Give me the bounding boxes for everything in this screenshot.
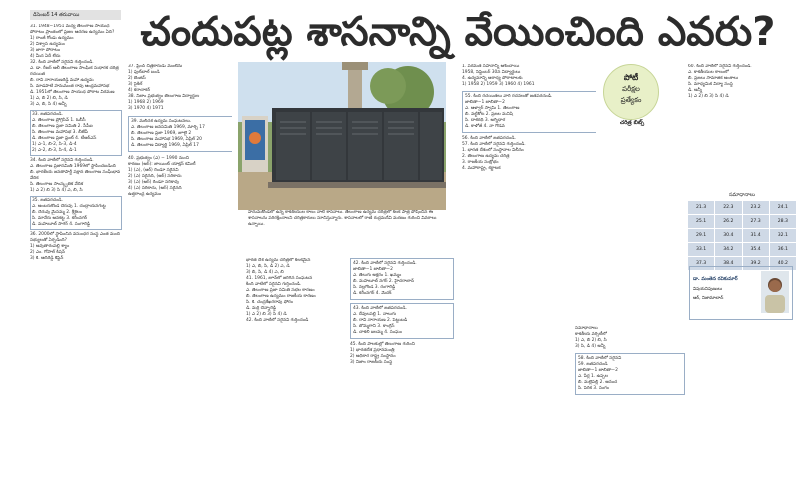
option-line: సి. బొమ్మగాని 3. కాంగ్రెస్ bbox=[353, 324, 395, 329]
option-line: డి. చాకలి ఐలమ్మ 4. సంఘం bbox=[353, 330, 402, 335]
option-line: 1) 1968 2) 1969 bbox=[128, 100, 164, 105]
option-line: 3) కె. ఆదిరెడ్డి కెప్టెన్ bbox=[30, 256, 64, 261]
author-place: ఆర్, నిజామాబాద్ bbox=[693, 296, 724, 301]
option-line: సి. తెలంగాణ సాంస్కృతిక వేదిక bbox=[30, 182, 84, 187]
column-2 bbox=[128, 64, 232, 494]
match-box bbox=[575, 353, 685, 395]
option-line: ఎ. తెలంగాణ ప్రోగ్రెసివ్ 1. ఓబీసీ bbox=[32, 118, 86, 123]
option-line: బి. వట్టికోట 2. ప్రజల మనిషి bbox=[465, 112, 514, 117]
option-line: 1) ఎ, బి 2) బి, సి, డి bbox=[30, 96, 68, 101]
page-headline: చందుపట్ల శాసనాన్ని వేయించింది ఎవరు? bbox=[140, 9, 776, 55]
column-7 bbox=[575, 326, 793, 494]
option-line: ఉత్తరాంధ్ర ఉద్యమం bbox=[128, 192, 162, 197]
column-1 bbox=[30, 24, 122, 494]
match-box bbox=[350, 258, 454, 300]
option-line: డి. మర్రి చెన్నారెడ్డి bbox=[246, 306, 277, 311]
answer-cell: 28.3 bbox=[769, 215, 796, 229]
option-line: 2) బెంజిస్ bbox=[128, 76, 146, 81]
option-line: 3) సైకిల్ bbox=[128, 82, 143, 87]
option-line: ఎ. తెలంగాణ జనసమితి 1969, మార్చి 17 bbox=[131, 125, 205, 130]
question-line: 55. కింది రచయితలు వారి రచనలతో జతపరచండి. bbox=[465, 94, 553, 99]
author-name: డా. మంతెన రవికుమార్ bbox=[693, 277, 738, 282]
option-line: సి. నల్లగొండ 3. రంగారెడ్డి bbox=[353, 285, 396, 290]
question-line: 60. కింది వాటిలో సరైనవి గుర్తించండి. bbox=[688, 64, 752, 69]
question-line: 32. కింది వాటిలో సరైనవి గుర్తించండి. bbox=[30, 60, 94, 65]
answer-cell: 21.3 bbox=[688, 201, 715, 215]
column-3 bbox=[246, 258, 346, 494]
option-line: 4. మహారాష్ట్ర, కర్ణాటక bbox=[462, 166, 501, 171]
logo-line-2: పరీక్షల bbox=[622, 85, 640, 93]
question-line: 45. కింది పాలకుల్లో తెలంగాణ గురించి bbox=[350, 342, 415, 347]
option-line: 2) అధికార రాష్ట్ర సంస్థానం bbox=[350, 354, 396, 359]
question-line: 35. జతపరచండి. bbox=[32, 198, 63, 203]
option-line: ఎ. పేర్ల 1. ఉప్పల bbox=[578, 374, 608, 379]
logo-line-3: ప్రత్యేకం bbox=[620, 96, 642, 104]
option-line: బి. ప్రజలు సామాజిక అంశాలు bbox=[688, 76, 739, 81]
option-line: బి. మహబూబ్ నగర్ 2. హైదరాబాద్ bbox=[353, 279, 415, 284]
option-line: 1) 1958 2) 1959 3) 1960 4) 1961 bbox=[462, 82, 535, 87]
option-line: 1) (ఎ), (ఆర్) రెండూ సరైనవి bbox=[128, 168, 179, 173]
option-line: డి. కరీంనగర్ 4. మెదక్ bbox=[353, 291, 392, 296]
table-row bbox=[688, 201, 797, 215]
option-line: 1) ఎ 2) బి 3) సి 4) ఎ, బి, సి bbox=[30, 188, 83, 193]
question-line: 41. 1961, జూన్‌లో జరిగిన సంఘటన bbox=[246, 276, 313, 281]
option-line: డి. తెలంగాణ ప్రజా ఫ్రంట్ 4. టీఆర్ఎస్ bbox=[32, 136, 97, 141]
question-line: 34. కింది వాటిలో సరైనవి గుర్తించండి. bbox=[30, 158, 94, 163]
option-line: 1958, సెప్టెంబర్ 30న విద్యార్థులు bbox=[462, 70, 521, 75]
option-line: 4. ఉద్యమాన్ని ఆరాధ్య పోరాటాలకు bbox=[462, 76, 523, 81]
answer-cell: 24.1 bbox=[769, 201, 796, 215]
author-box bbox=[689, 266, 793, 320]
question-line: 38. నిజాం ప్రభుత్వం తెలంగాణ విద్యార్థుల bbox=[128, 94, 200, 99]
option-line: 1) ఎ, బి 2) బి, సి bbox=[575, 338, 607, 343]
option-line: బి. తెలంగాణ ప్రజా 1969, జూలై 2 bbox=[131, 131, 192, 136]
option-line: డి. తెలంగాణ విద్యార్థి 1969, ఏప్రిల్ 17 bbox=[131, 143, 199, 148]
question-line: 33. జతపరచండి. bbox=[32, 112, 63, 117]
question-line: 58. కింది వాటిలో సరైనవి bbox=[578, 356, 622, 361]
table-row bbox=[688, 215, 797, 229]
avatar bbox=[761, 271, 789, 313]
match-box bbox=[462, 91, 596, 133]
question-line: 59. జతపరచండి bbox=[578, 362, 608, 367]
option-line: 1) అవుతారంపల్లి శ్యాం bbox=[30, 244, 70, 249]
column-6 bbox=[688, 64, 794, 190]
answer-cell: 35.4 bbox=[742, 243, 769, 257]
answer-cell: 29.1 bbox=[688, 229, 715, 243]
logo-line-1: పోటీ bbox=[623, 73, 639, 82]
answer-cell: 39.2 bbox=[742, 257, 769, 271]
answers-table bbox=[687, 192, 797, 271]
question-line: భారత దేశ ఉద్యమ చరిత్రలో కీలకమైన bbox=[246, 258, 311, 263]
option-line: 3) సి, డి 4) అన్నీ bbox=[575, 344, 606, 349]
option-line: 2) ఎ-2, బి-3, సి-4, డి-1 bbox=[32, 148, 77, 153]
inscription-photo bbox=[238, 62, 446, 210]
option-line: సి. పెరిక 3. సంగం bbox=[578, 386, 609, 391]
option-line: బి. మల్లెపల్లి 2. ఆనంద bbox=[578, 380, 618, 385]
answer-cell: 30.4 bbox=[715, 229, 742, 243]
option-line: బి. భారతీయ జనతాపార్టీ పక్షాన తెలంగాణ సంఘీభావ వేదిక bbox=[30, 170, 121, 181]
option-line: కాకతీయ వర్సిటీలో bbox=[575, 332, 607, 337]
option-line: 3) బి, సి, డి 4) ఎ, బి bbox=[246, 270, 284, 275]
option-line: 1) రాంజీ గోండు ఉద్యమం bbox=[30, 36, 74, 41]
answer-cell: 26.2 bbox=[715, 215, 742, 229]
match-box bbox=[128, 116, 232, 152]
option-line: కింది వాటిలో సరైనవి గుర్తించండి. bbox=[246, 282, 302, 287]
option-line: ఎ. తెలుగు అక్షరం 1. ఖమ్మం bbox=[353, 273, 402, 278]
option-line: 2) (ఎ) సరైనది, (ఆర్) సరికాదు bbox=[128, 174, 182, 179]
answer-cell: 23.2 bbox=[742, 201, 769, 215]
option-line: 4) మీద ఏదీ లేదు bbox=[30, 54, 61, 59]
option-line: సి. కె. చంద్రశేఖరరావు ఫోరం bbox=[246, 300, 294, 305]
option-line: 3) జాగా పోరాటం bbox=[30, 48, 61, 53]
option-line: కారణం (ఆర్): జాయింట్ యాక్షన్ కమిటీ bbox=[128, 162, 196, 167]
answer-cell: 22.3 bbox=[715, 201, 742, 215]
match-box bbox=[350, 303, 454, 339]
question-line: 1. పరమత సహనాన్ని ఆశించాయి bbox=[462, 64, 520, 69]
match-box bbox=[30, 196, 122, 230]
option-line: సి. మాడపాటి హనుమంత రావు ఆంధ్రమహాసభ bbox=[30, 84, 110, 89]
answer-cell: 34.2 bbox=[715, 243, 742, 257]
option-line: 4) కరాచాకర్ bbox=[128, 88, 151, 93]
option-line: ఎ. డా. రీజర్ అలీ తెలంగాణ సాంఘిక సుధారక చరిత్ర రచయిత bbox=[30, 66, 119, 77]
option-line: బి. రావి నారాయణరెడ్డి మహా ఉద్యమ bbox=[30, 78, 94, 83]
option-line: 1) ఎ-1, బి-2, సి-3, డి-4 bbox=[32, 142, 77, 147]
answer-cell: 31.4 bbox=[742, 229, 769, 243]
option-line: జాబితా−1 జాబితా−2 bbox=[353, 267, 393, 272]
option-line: సి. దాశరథి 3. అగ్నిధార bbox=[465, 118, 506, 123]
section-label: చరిత్ర బిట్స్ bbox=[619, 120, 645, 126]
question-line: 39. మలిదశ ఉద్యమ సంఘటనలు. bbox=[131, 119, 192, 124]
option-line: డి. మహబూబ్ సాగర్ 4. సంగారెడ్డి bbox=[32, 222, 91, 227]
option-line: 4) (ఎ) సరికాదు, (ఆర్) సరైనది bbox=[128, 186, 182, 191]
option-line: సి. మానేరు ఆనకట్ట 3. కరీంనగర్ bbox=[32, 216, 88, 221]
answers-title: సమాధానాలు bbox=[729, 192, 755, 198]
option-line: 2) ఎం. గోపాల్ కిషన్ bbox=[30, 250, 65, 255]
column-4 bbox=[350, 258, 454, 494]
answer-cell: 33.1 bbox=[688, 243, 715, 257]
question-line: సమాధానాలు bbox=[575, 326, 598, 331]
option-line: ఎ. తెలంగాణ ప్రజా సమితి సభల కారణం bbox=[246, 288, 315, 293]
option-line: ఎ. దేవులపల్లి 1. నాలుగు bbox=[353, 312, 397, 317]
option-line: 3) నిజాం రాజకీయ సంస్థ bbox=[350, 360, 393, 365]
option-line: 3) 1970 4) 1971 bbox=[128, 106, 164, 111]
table-row bbox=[688, 243, 797, 257]
option-line: బి. చెరువు మైసమ్మ 2. శ్రీశైలం bbox=[32, 210, 82, 215]
photo-caption: హనుమకొండలో ఉన్న కాకతీయుల కాలం నాటి శాసనాలు. తెలంగాణ ఉద్యమ చరిత్రలో కీలక పాత్ర పోషించిన ఈ శాసనాలను పరిరక్షించాలని చరిత్రకారులు సూచిస్తున్నారు. శాసనాలలో రాణి రుద్రమదేవి మరణం గురించి వివరాలు ఉన్నాయి. bbox=[248, 210, 437, 227]
option-line: ఎ. కాకతీయుల కాలంలో bbox=[688, 70, 729, 75]
option-line: 1) ఎ 2) బి 3) సి 4) డి bbox=[246, 312, 287, 317]
option-line: 1) ఎ, బి, సి, డి 2) ఎ, డి bbox=[246, 264, 290, 269]
author-photo bbox=[761, 271, 789, 313]
question-line: 40. ప్రభుత్వం (ఎ) − 1990 నుంచి bbox=[128, 156, 190, 161]
option-line: 2. తెలంగాణ ఉద్యమ చరిత్ర bbox=[462, 154, 510, 159]
answer-cell: 38.4 bbox=[715, 257, 742, 271]
answer-cell: 25.1 bbox=[688, 215, 715, 229]
option-line: జాబితా−1 జాబితా−2 bbox=[578, 368, 618, 373]
option-line: 1. భారత దేశంలో సంస్థానాల విలీనం bbox=[462, 148, 524, 153]
question-line: 42. కింది వాటిలో సరైనవి గుర్తించండి bbox=[246, 318, 309, 323]
option-line: 2) విశ్వాస ఉద్యమం bbox=[30, 42, 65, 47]
option-line: డి. 1951లో తెలంగాణ సాయుధ పోరాట విరమణ bbox=[30, 90, 115, 95]
option-line: 3. రాజకీయ సంక్షోభం bbox=[462, 160, 499, 165]
option-line: 3) (ఎ) (ఆర్) రెండూ సరికావు bbox=[128, 180, 179, 185]
option-line: బి. తెలంగాణ ఉద్యమం రాజకీయ కారణం bbox=[246, 294, 316, 299]
option-line: ఎ. ఆళ్వార్ స్వామి 1. తెలంగాణ bbox=[465, 106, 520, 111]
match-box bbox=[30, 110, 122, 156]
answer-cell: 40.2 bbox=[769, 257, 796, 271]
option-line: జాబితా−1 జాబితా−2 bbox=[465, 100, 505, 105]
question-line: 36. 2000లో స్థాపించిన వసుంధర సంస్థ ఎంత మంది సభ్యులతో ఏర్పడింది? bbox=[30, 232, 121, 243]
option-line: సి. తెలంగాణ మహాసభ 3. బీజేపీ bbox=[32, 130, 88, 135]
option-line: డి. కాళోజీ 4. నా గొడవ bbox=[465, 124, 505, 129]
question-line: 31. 1948−1951 మధ్య తెలంగాణ సాయుధ పోరాటం ప్రాంతంలో ప్రజల ఆదరణ ఉద్యమం ఏది? bbox=[30, 24, 115, 35]
option-line: ఎ. అంబరుకొండ చెరువు 1. చంద్రాయనగుట్ట bbox=[32, 204, 106, 209]
answer-cell: 36.1 bbox=[769, 243, 796, 257]
question-line: 57. కింది వాటిలో సరైనవి గుర్తించండి. bbox=[462, 142, 526, 147]
option-line: బి. తెలంగాణ ప్రజా సమితి 2. సీపీఐ bbox=[32, 124, 93, 129]
answer-cell: 37.3 bbox=[688, 257, 715, 271]
option-line: 3) ఎ, బి, సి 4) అన్నీ bbox=[30, 102, 67, 107]
question-line: 56. కింది వాటిలో జతపరచండి. bbox=[462, 136, 516, 141]
continuation-tag: డిసెంబర్ 14 తరువాయి bbox=[30, 10, 121, 20]
answer-cell: 32.1 bbox=[769, 229, 796, 243]
option-line: డి. అన్నీ bbox=[688, 88, 703, 93]
question-line: 37. ఫ్రెంచ్ చిత్రకారుడు మంటేను bbox=[128, 64, 183, 69]
question-line: 43. కింది వాటిలో జతపరచండి. bbox=[353, 306, 407, 311]
author-title: విషయనిపుణులు bbox=[693, 287, 723, 292]
answer-cell: 27.3 bbox=[742, 215, 769, 229]
option-line: బి. రావి నారాయణ 2. పెట్టుబడి bbox=[353, 318, 408, 323]
option-line: సి. మాధ్యమిక విద్యా సంస్థ bbox=[688, 82, 733, 87]
table-row bbox=[688, 229, 797, 243]
option-line: సి. తెలంగాణ మహాసభ 1969, ఏప్రిల్ 20 bbox=[131, 137, 202, 142]
competitive-exams-logo bbox=[603, 64, 659, 120]
option-line: ఎ. తెలంగాణ ప్రజాసమితి 1969లో స్థాపించబడింది bbox=[30, 164, 116, 169]
option-line: 1) భారతదేశ ప్రధానమంత్రి bbox=[350, 348, 395, 353]
question-line: 42. కింది వాటిలో సరైనవి గుర్తించండి. bbox=[353, 261, 417, 266]
option-line: 1) ఫుట్‌బాల్ బండి bbox=[128, 70, 160, 75]
inscription-image bbox=[238, 62, 446, 210]
answers-grid bbox=[687, 200, 797, 271]
option-line: 1) ఎ 2) బి 3) సి 4) డి bbox=[688, 94, 729, 99]
